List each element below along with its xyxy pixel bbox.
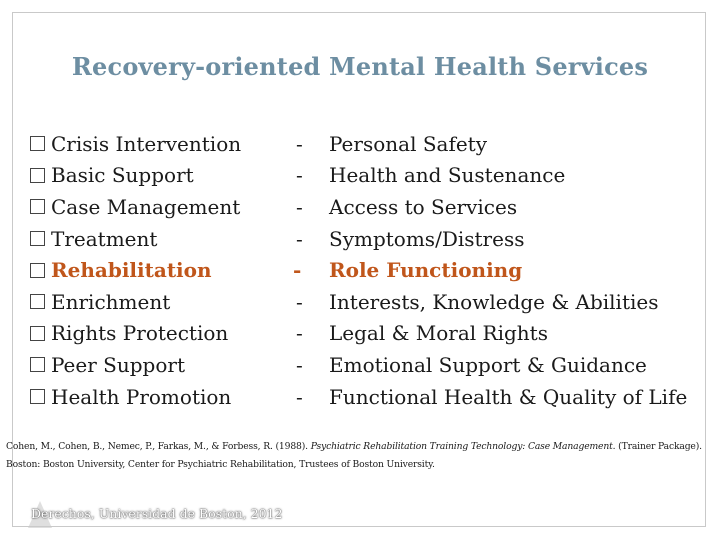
- list-item: [0, 318, 720, 350]
- citation-book-title: Psychiatric Rehabilitation Training Technology: Case Management: [310, 441, 613, 452]
- checkbox-square-icon: [30, 357, 45, 372]
- checkbox-square-icon: [30, 199, 45, 214]
- outcome-label: Functional Health & Quality of Life: [329, 384, 688, 409]
- list-item: [0, 160, 720, 192]
- outcome-label: Personal Safety: [329, 131, 488, 156]
- service-label: Crisis Intervention: [51, 131, 242, 156]
- outcome-label: Health and Sustenance: [329, 163, 566, 188]
- dash-separator: -: [296, 163, 303, 188]
- outcome-label: Symptoms/Distress: [329, 226, 525, 251]
- checkbox-square-icon: [30, 294, 45, 309]
- citation-authors: Cohen, M., Cohen, B., Nemec, P., Farkas, M., & Forbess, R. (1988).: [6, 441, 308, 452]
- dash-separator: -: [296, 289, 303, 314]
- service-label: Enrichment: [51, 289, 171, 314]
- citation: [6, 438, 714, 474]
- service-list: [0, 128, 720, 412]
- service-label: Basic Support: [51, 163, 194, 188]
- outcome-label: Interests, Knowledge & Abilities: [329, 289, 659, 314]
- dash-separator: -: [296, 226, 303, 251]
- slide-title: Recovery-oriented Mental Health Services: [71, 52, 649, 81]
- service-label: Peer Support: [51, 352, 185, 377]
- service-label: Health Promotion: [51, 384, 232, 409]
- citation-details: . (Trainer Package). Boston: Boston University, Center for Psychiatric Rehabilitation, Trustees of Boston University.: [6, 441, 702, 470]
- checkbox-square-icon: [30, 136, 45, 151]
- checkbox-square-icon: [30, 326, 45, 341]
- dash-separator: -: [296, 194, 303, 219]
- outcome-label: Emotional Support & Guidance: [329, 352, 647, 377]
- dash-separator: -: [296, 131, 303, 156]
- dash-separator: -: [296, 352, 303, 377]
- list-item: [0, 191, 720, 223]
- list-item: [0, 286, 720, 318]
- checkbox-square-icon: [30, 389, 45, 404]
- dash-separator: -: [296, 384, 303, 409]
- list-item: [0, 128, 720, 160]
- checkbox-square-icon: [30, 263, 45, 278]
- list-item-highlighted: [0, 254, 720, 286]
- service-label: Rehabilitation: [51, 258, 212, 283]
- outcome-label: Access to Services: [329, 194, 518, 219]
- list-item: [0, 349, 720, 381]
- dash-separator: -: [293, 258, 302, 283]
- checkbox-square-icon: [30, 168, 45, 183]
- service-label: Treatment: [51, 226, 158, 251]
- service-label: Case Management: [51, 194, 241, 219]
- list-item: [0, 223, 720, 255]
- service-label: Rights Protection: [51, 321, 229, 346]
- dash-separator: -: [296, 321, 303, 346]
- checkbox-square-icon: [30, 231, 45, 246]
- outcome-label: Legal & Moral Rights: [329, 321, 548, 346]
- outcome-label: Role Functioning: [329, 258, 523, 283]
- list-item: [0, 381, 720, 413]
- footer-copyright: Derechos, Universidad de Boston, 2012: [31, 506, 283, 521]
